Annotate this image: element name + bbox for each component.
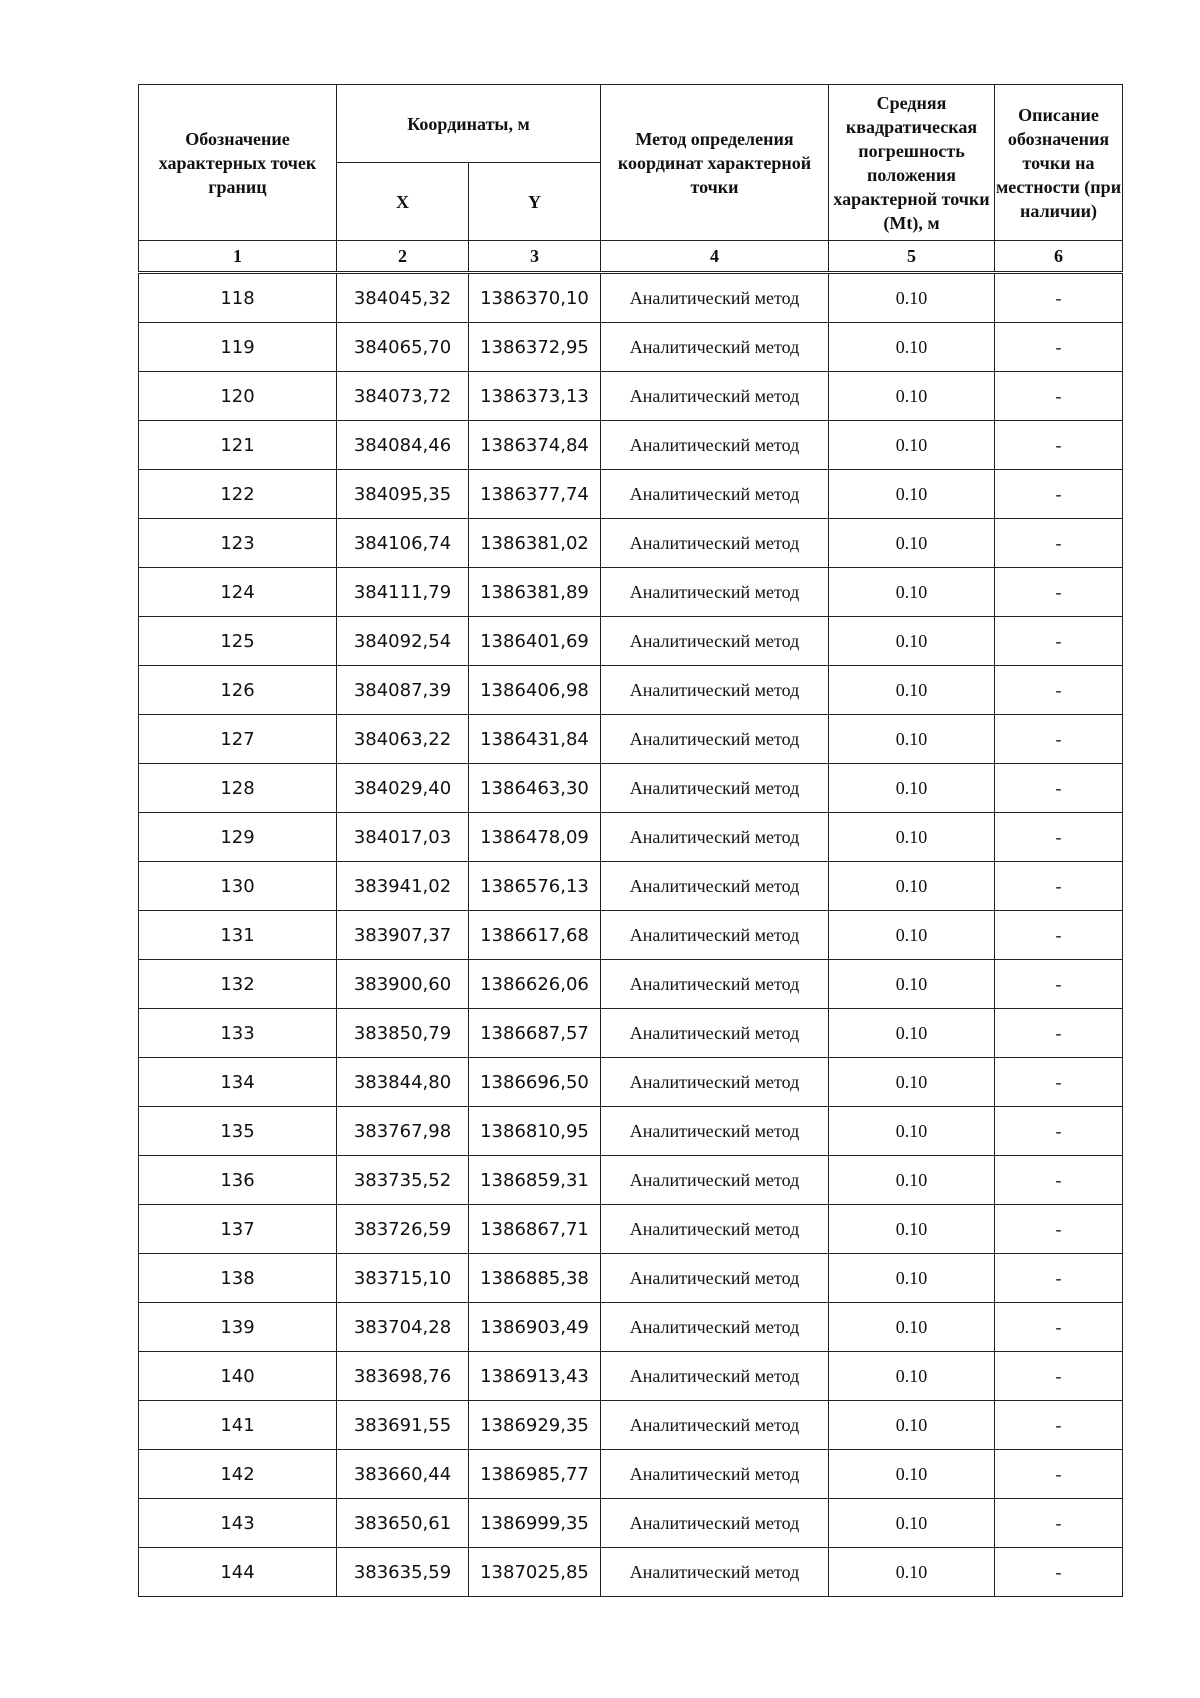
cell-desc: - (995, 1450, 1123, 1499)
column-numbers-row (139, 241, 1123, 273)
cell-point: 143 (139, 1499, 337, 1548)
cell-desc: - (995, 715, 1123, 764)
cell-x: 384017,03 (337, 813, 469, 862)
cell-method: Аналитический метод (601, 960, 829, 1009)
cell-y: 1386431,84 (469, 715, 601, 764)
cell-x: 383635,59 (337, 1548, 469, 1597)
cell-y: 1386867,71 (469, 1205, 601, 1254)
cell-x: 384087,39 (337, 666, 469, 715)
cell-mt: 0.10 (829, 273, 995, 323)
cell-method: Аналитический метод (601, 519, 829, 568)
cell-point: 141 (139, 1401, 337, 1450)
cell-desc: - (995, 1058, 1123, 1107)
cell-mt: 0.10 (829, 1548, 995, 1597)
cell-x: 384045,32 (337, 273, 469, 323)
cell-method: Аналитический метод (601, 862, 829, 911)
cell-point: 144 (139, 1548, 337, 1597)
cell-x: 384106,74 (337, 519, 469, 568)
cell-method: Аналитический метод (601, 1254, 829, 1303)
col-number: 2 (337, 241, 469, 273)
cell-desc: - (995, 1352, 1123, 1401)
cell-point: 118 (139, 273, 337, 323)
cell-y: 1386401,69 (469, 617, 601, 666)
cell-point: 120 (139, 372, 337, 421)
cell-point: 142 (139, 1450, 337, 1499)
table-row (139, 1107, 1123, 1156)
cell-point: 131 (139, 911, 337, 960)
cell-mt: 0.10 (829, 764, 995, 813)
table-row (139, 1254, 1123, 1303)
cell-x: 383660,44 (337, 1450, 469, 1499)
cell-method: Аналитический метод (601, 470, 829, 519)
table-body (139, 273, 1123, 1597)
cell-method: Аналитический метод (601, 1352, 829, 1401)
cell-x: 384111,79 (337, 568, 469, 617)
cell-method: Аналитический метод (601, 1205, 829, 1254)
cell-method: Аналитический метод (601, 1401, 829, 1450)
cell-desc: - (995, 1156, 1123, 1205)
table-row (139, 372, 1123, 421)
cell-mt: 0.10 (829, 568, 995, 617)
cell-method: Аналитический метод (601, 764, 829, 813)
table-row (139, 1548, 1123, 1597)
table-row (139, 764, 1123, 813)
cell-y: 1387025,85 (469, 1548, 601, 1597)
cell-method: Аналитический метод (601, 715, 829, 764)
cell-x: 384073,72 (337, 372, 469, 421)
cell-point: 125 (139, 617, 337, 666)
cell-method: Аналитический метод (601, 1499, 829, 1548)
cell-y: 1386381,89 (469, 568, 601, 617)
cell-point: 124 (139, 568, 337, 617)
cell-desc: - (995, 960, 1123, 1009)
cell-y: 1386687,57 (469, 1009, 601, 1058)
cell-x: 384063,22 (337, 715, 469, 764)
cell-x: 384084,46 (337, 421, 469, 470)
table-row (139, 1009, 1123, 1058)
cell-x: 384095,35 (337, 470, 469, 519)
cell-y: 1386859,31 (469, 1156, 601, 1205)
header-desc: Описание обозначения точки на местности (при наличии) (995, 85, 1123, 241)
col-number: 5 (829, 241, 995, 273)
col-number: 6 (995, 241, 1123, 273)
cell-point: 135 (139, 1107, 337, 1156)
cell-x: 383907,37 (337, 911, 469, 960)
cell-desc: - (995, 862, 1123, 911)
table-row (139, 862, 1123, 911)
cell-point: 121 (139, 421, 337, 470)
cell-x: 383704,28 (337, 1303, 469, 1352)
table-row (139, 960, 1123, 1009)
table-row (139, 1058, 1123, 1107)
table-row (139, 1401, 1123, 1450)
cell-method: Аналитический метод (601, 1009, 829, 1058)
cell-x: 383941,02 (337, 862, 469, 911)
cell-mt: 0.10 (829, 519, 995, 568)
cell-method: Аналитический метод (601, 372, 829, 421)
cell-point: 129 (139, 813, 337, 862)
cell-method: Аналитический метод (601, 911, 829, 960)
cell-y: 1386377,74 (469, 470, 601, 519)
cell-y: 1386999,35 (469, 1499, 601, 1548)
cell-mt: 0.10 (829, 1499, 995, 1548)
cell-mt: 0.10 (829, 1450, 995, 1499)
cell-mt: 0.10 (829, 1352, 995, 1401)
header-y: Y (469, 163, 601, 241)
cell-desc: - (995, 911, 1123, 960)
cell-method: Аналитический метод (601, 323, 829, 372)
cell-y: 1386372,95 (469, 323, 601, 372)
cell-mt: 0.10 (829, 813, 995, 862)
cell-mt: 0.10 (829, 372, 995, 421)
cell-y: 1386929,35 (469, 1401, 601, 1450)
cell-x: 383726,59 (337, 1205, 469, 1254)
cell-point: 122 (139, 470, 337, 519)
cell-desc: - (995, 1254, 1123, 1303)
table-row (139, 273, 1123, 323)
cell-mt: 0.10 (829, 421, 995, 470)
cell-mt: 0.10 (829, 1009, 995, 1058)
cell-mt: 0.10 (829, 1254, 995, 1303)
cell-desc: - (995, 617, 1123, 666)
cell-method: Аналитический метод (601, 617, 829, 666)
cell-method: Аналитический метод (601, 568, 829, 617)
cell-mt: 0.10 (829, 1303, 995, 1352)
cell-desc: - (995, 323, 1123, 372)
cell-x: 383715,10 (337, 1254, 469, 1303)
cell-x: 383650,61 (337, 1499, 469, 1548)
table-row (139, 1303, 1123, 1352)
cell-y: 1386810,95 (469, 1107, 601, 1156)
table-row (139, 1156, 1123, 1205)
table-row (139, 617, 1123, 666)
cell-x: 383735,52 (337, 1156, 469, 1205)
cell-y: 1386696,50 (469, 1058, 601, 1107)
col-number: 3 (469, 241, 601, 273)
table-row (139, 1499, 1123, 1548)
header-point: Обозначение характерных точек границ (139, 85, 337, 241)
table-row (139, 911, 1123, 960)
cell-point: 137 (139, 1205, 337, 1254)
cell-point: 123 (139, 519, 337, 568)
cell-method: Аналитический метод (601, 273, 829, 323)
header-x: X (337, 163, 469, 241)
cell-mt: 0.10 (829, 715, 995, 764)
cell-mt: 0.10 (829, 617, 995, 666)
cell-x: 383900,60 (337, 960, 469, 1009)
cell-desc: - (995, 666, 1123, 715)
cell-method: Аналитический метод (601, 421, 829, 470)
cell-y: 1386374,84 (469, 421, 601, 470)
cell-desc: - (995, 372, 1123, 421)
cell-desc: - (995, 1499, 1123, 1548)
cell-mt: 0.10 (829, 323, 995, 372)
col-number: 1 (139, 241, 337, 273)
cell-desc: - (995, 1401, 1123, 1450)
cell-desc: - (995, 1107, 1123, 1156)
cell-method: Аналитический метод (601, 1107, 829, 1156)
header-method: Метод определения координат характерной точки (601, 85, 829, 241)
cell-y: 1386463,30 (469, 764, 601, 813)
cell-x: 383850,79 (337, 1009, 469, 1058)
table-header (139, 85, 1123, 273)
cell-x: 384092,54 (337, 617, 469, 666)
cell-point: 126 (139, 666, 337, 715)
cell-desc: - (995, 1205, 1123, 1254)
cell-desc: - (995, 421, 1123, 470)
cell-method: Аналитический метод (601, 1548, 829, 1597)
cell-method: Аналитический метод (601, 1450, 829, 1499)
cell-y: 1386885,38 (469, 1254, 601, 1303)
coordinates-table (138, 84, 1123, 1597)
table-row (139, 1205, 1123, 1254)
cell-point: 119 (139, 323, 337, 372)
table-row (139, 715, 1123, 764)
cell-desc: - (995, 470, 1123, 519)
cell-desc: - (995, 764, 1123, 813)
table-row (139, 568, 1123, 617)
table-row (139, 813, 1123, 862)
cell-point: 140 (139, 1352, 337, 1401)
cell-y: 1386903,49 (469, 1303, 601, 1352)
header-mt: Средняя квадратическая погрешность положения характерной точки (Mt), м (829, 85, 995, 241)
cell-desc: - (995, 1548, 1123, 1597)
cell-desc: - (995, 813, 1123, 862)
cell-mt: 0.10 (829, 470, 995, 519)
cell-method: Аналитический метод (601, 1156, 829, 1205)
cell-point: 132 (139, 960, 337, 1009)
cell-desc: - (995, 1303, 1123, 1352)
cell-desc: - (995, 568, 1123, 617)
cell-x: 384065,70 (337, 323, 469, 372)
cell-y: 1386478,09 (469, 813, 601, 862)
cell-point: 128 (139, 764, 337, 813)
cell-y: 1386626,06 (469, 960, 601, 1009)
cell-method: Аналитический метод (601, 1058, 829, 1107)
cell-point: 138 (139, 1254, 337, 1303)
cell-point: 139 (139, 1303, 337, 1352)
table-row (139, 519, 1123, 568)
cell-point: 134 (139, 1058, 337, 1107)
cell-point: 136 (139, 1156, 337, 1205)
cell-x: 384029,40 (337, 764, 469, 813)
cell-method: Аналитический метод (601, 1303, 829, 1352)
cell-mt: 0.10 (829, 911, 995, 960)
cell-method: Аналитический метод (601, 813, 829, 862)
cell-mt: 0.10 (829, 1401, 995, 1450)
cell-x: 383767,98 (337, 1107, 469, 1156)
cell-point: 133 (139, 1009, 337, 1058)
cell-y: 1386985,77 (469, 1450, 601, 1499)
cell-x: 383691,55 (337, 1401, 469, 1450)
cell-mt: 0.10 (829, 1058, 995, 1107)
cell-x: 383698,76 (337, 1352, 469, 1401)
header-coords: Координаты, м (337, 85, 601, 163)
cell-mt: 0.10 (829, 1107, 995, 1156)
cell-y: 1386913,43 (469, 1352, 601, 1401)
table-row (139, 1352, 1123, 1401)
cell-point: 127 (139, 715, 337, 764)
cell-method: Аналитический метод (601, 666, 829, 715)
cell-mt: 0.10 (829, 1205, 995, 1254)
cell-mt: 0.10 (829, 666, 995, 715)
cell-point: 130 (139, 862, 337, 911)
cell-desc: - (995, 1009, 1123, 1058)
table-row (139, 1450, 1123, 1499)
cell-y: 1386370,10 (469, 273, 601, 323)
cell-x: 383844,80 (337, 1058, 469, 1107)
cell-y: 1386617,68 (469, 911, 601, 960)
table-row (139, 421, 1123, 470)
col-number: 4 (601, 241, 829, 273)
cell-y: 1386406,98 (469, 666, 601, 715)
cell-y: 1386576,13 (469, 862, 601, 911)
table-row (139, 666, 1123, 715)
table-row (139, 470, 1123, 519)
cell-y: 1386373,13 (469, 372, 601, 421)
cell-y: 1386381,02 (469, 519, 601, 568)
cell-mt: 0.10 (829, 1156, 995, 1205)
cell-mt: 0.10 (829, 960, 995, 1009)
cell-desc: - (995, 519, 1123, 568)
cell-mt: 0.10 (829, 862, 995, 911)
table-row (139, 323, 1123, 372)
cell-desc: - (995, 273, 1123, 323)
